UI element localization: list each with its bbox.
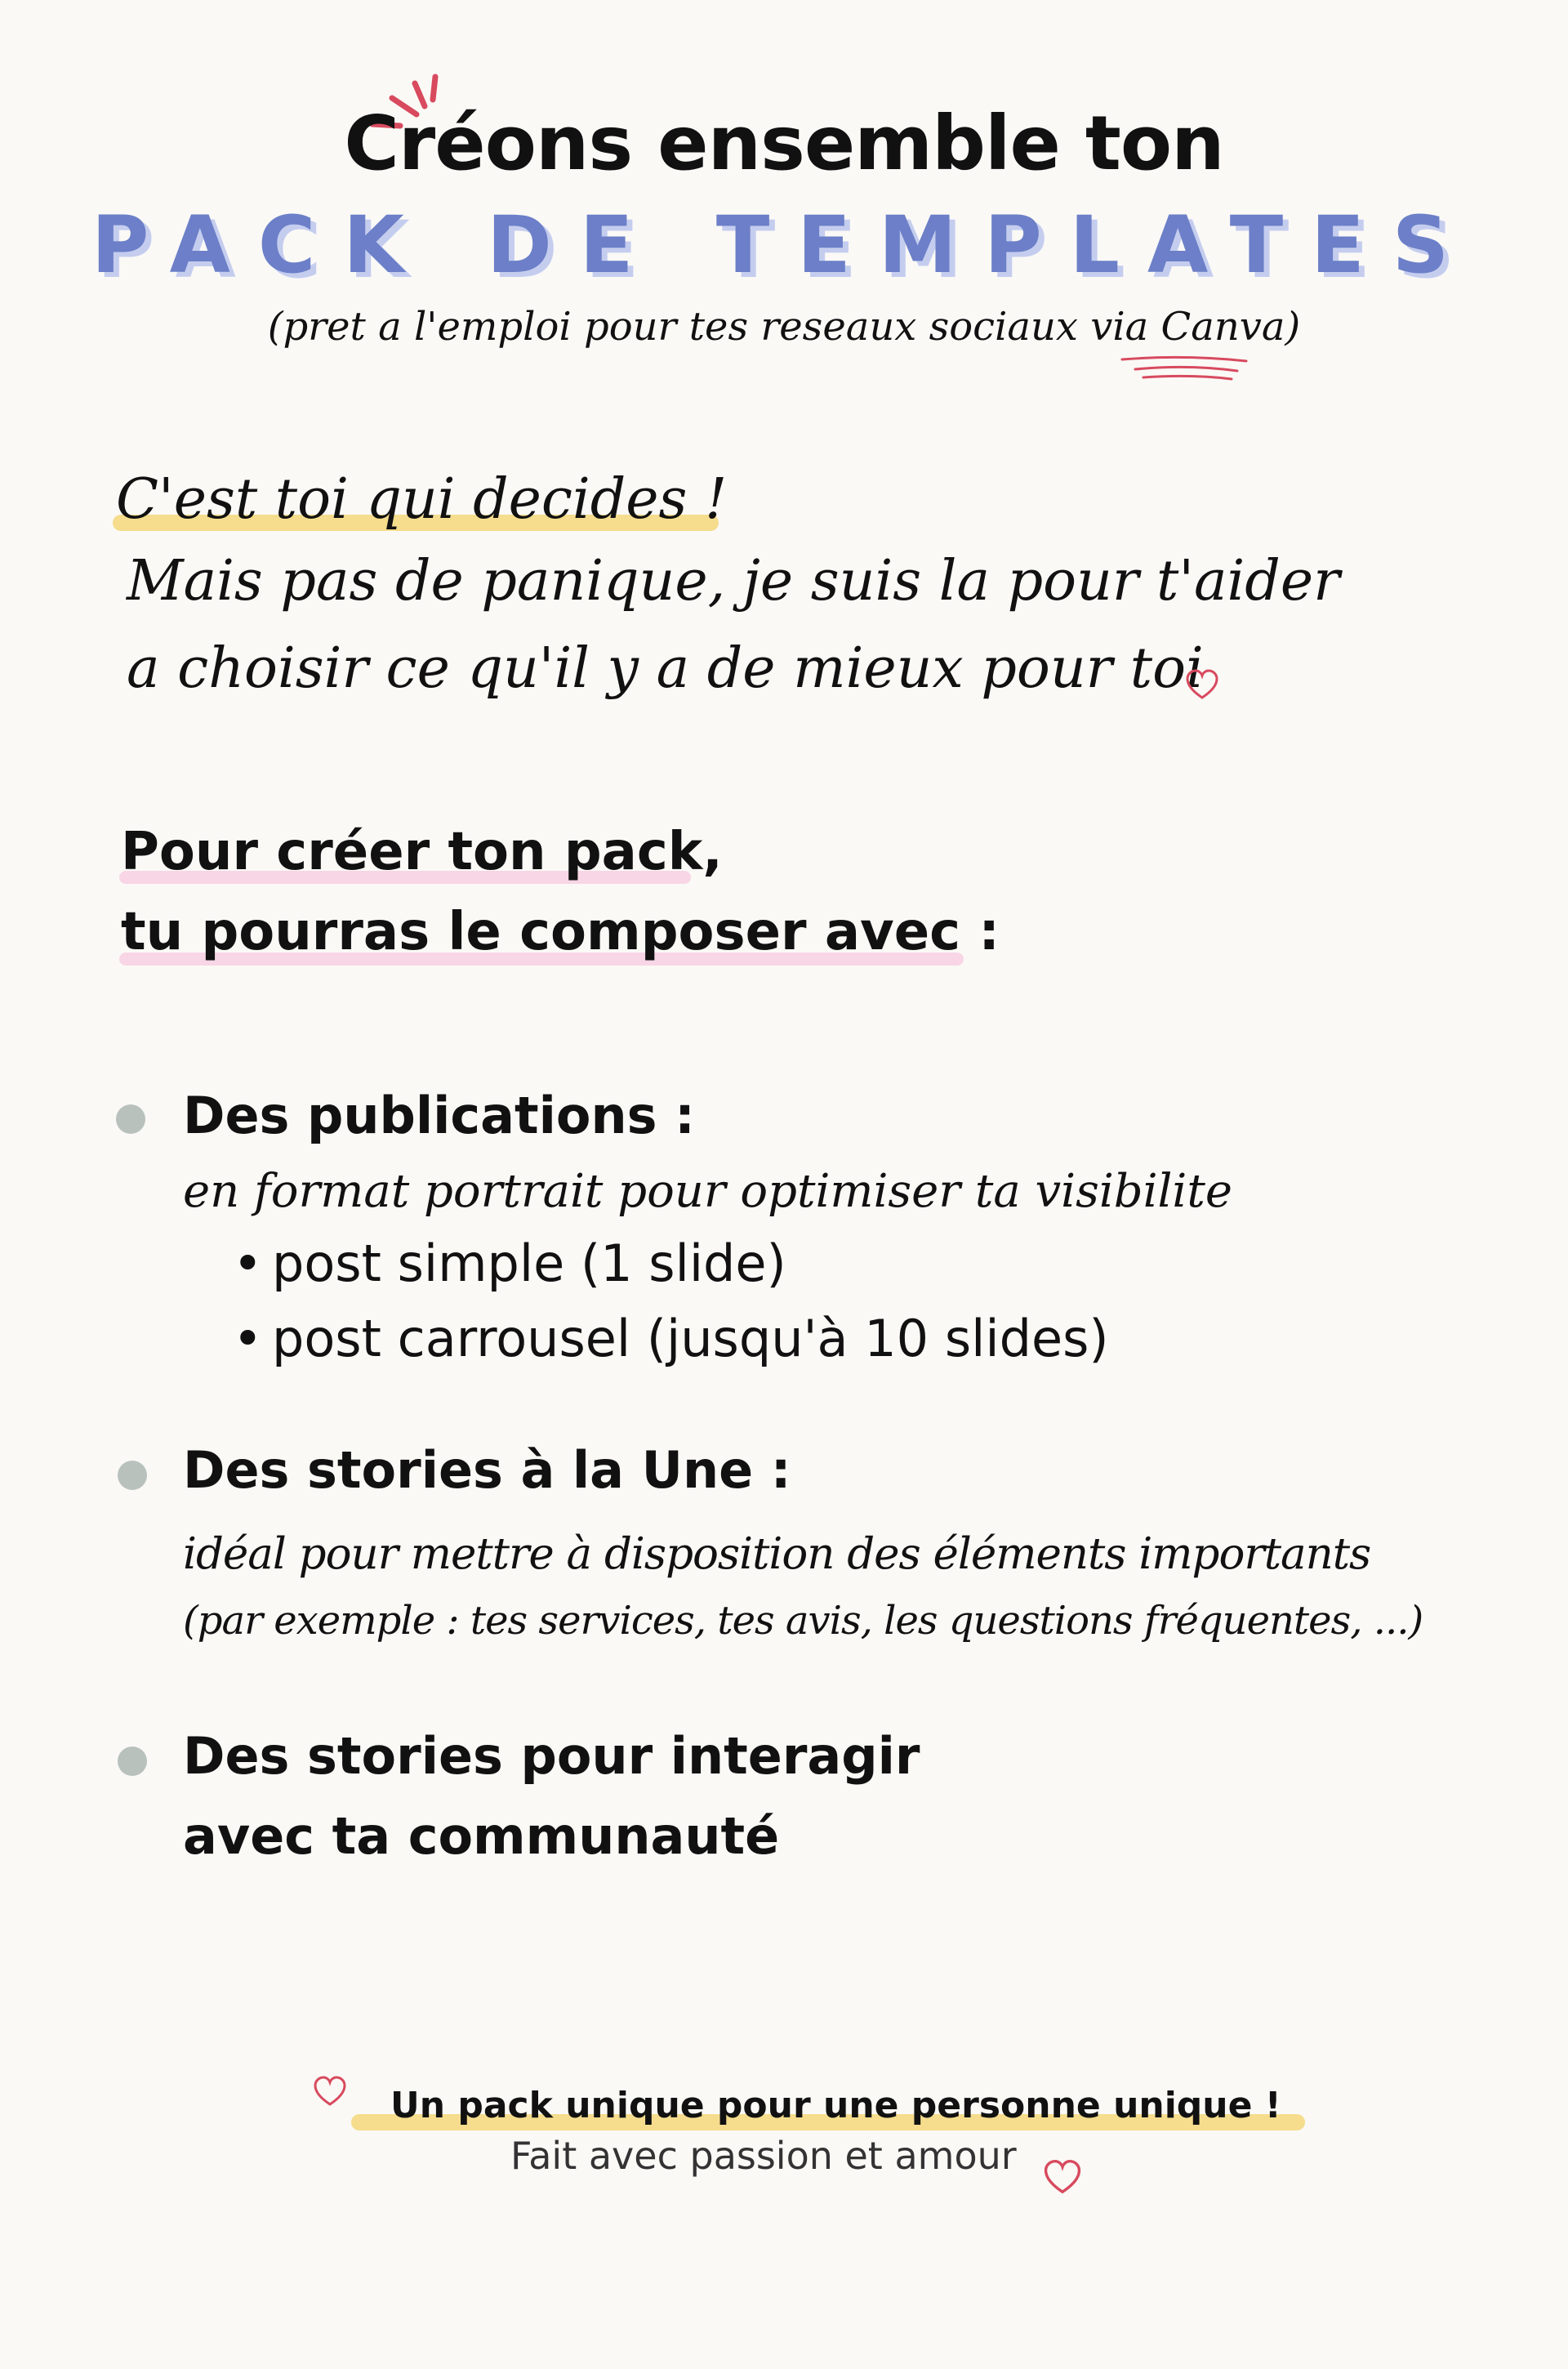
item-title-publications: Des publications :	[183, 1086, 695, 1145]
page-subtitle: (pret a l'emploi pour tes reseaux sociaux via Canva)	[267, 304, 1301, 350]
bullet-dot	[116, 1104, 145, 1134]
intro-line-1: C'est toi qui decides !	[116, 467, 728, 532]
item-description-stories-une-2: (par exemple : tes services, tes avis, les questions fréquentes, ...)	[183, 1598, 1423, 1644]
heart-icon	[1042, 2158, 1083, 2196]
bullet-dot	[118, 1747, 147, 1776]
item-description-publications: en format portrait pour optimiser ta visibilite	[183, 1165, 1232, 1218]
page-title: Créons ensemble ton	[344, 100, 1224, 187]
pack-title: PACK DE TEMPLATES	[91, 199, 1477, 291]
item-description-stories-une-1: idéal pour mettre à disposition des éléments importants	[183, 1529, 1371, 1579]
section-heading-line-2: tu pourras le composer avec :	[121, 902, 1000, 962]
bullet-dot	[118, 1461, 147, 1490]
item-title-stories-une: Des stories à la Une :	[183, 1440, 791, 1500]
bullet-icon: •	[233, 1309, 263, 1368]
item-title-stories-interagir-2: avec ta communauté	[183, 1806, 780, 1866]
bullet-icon: •	[233, 1234, 263, 1293]
list-item: • post carrousel (jusqu'à 10 slides)	[233, 1309, 1109, 1368]
canva-underline-decoration	[1119, 351, 1250, 384]
intro-line-2: Mais pas de panique, je suis la pour t'aider	[127, 549, 1340, 613]
intro-line-3: a choisir ce qu'il y a de mieux pour toi	[127, 636, 1204, 701]
item-title-stories-interagir-1: Des stories pour interagir	[183, 1726, 920, 1786]
section-heading-line-1: Pour créer ton pack,	[121, 822, 723, 882]
heart-icon	[312, 2075, 348, 2108]
list-item: • post simple (1 slide)	[233, 1234, 786, 1293]
footer-tagline: Un pack unique pour une personne unique !	[390, 2085, 1281, 2126]
footer-signature: Fait avec passion et amour	[510, 2134, 1017, 2178]
heart-icon	[1184, 668, 1220, 701]
